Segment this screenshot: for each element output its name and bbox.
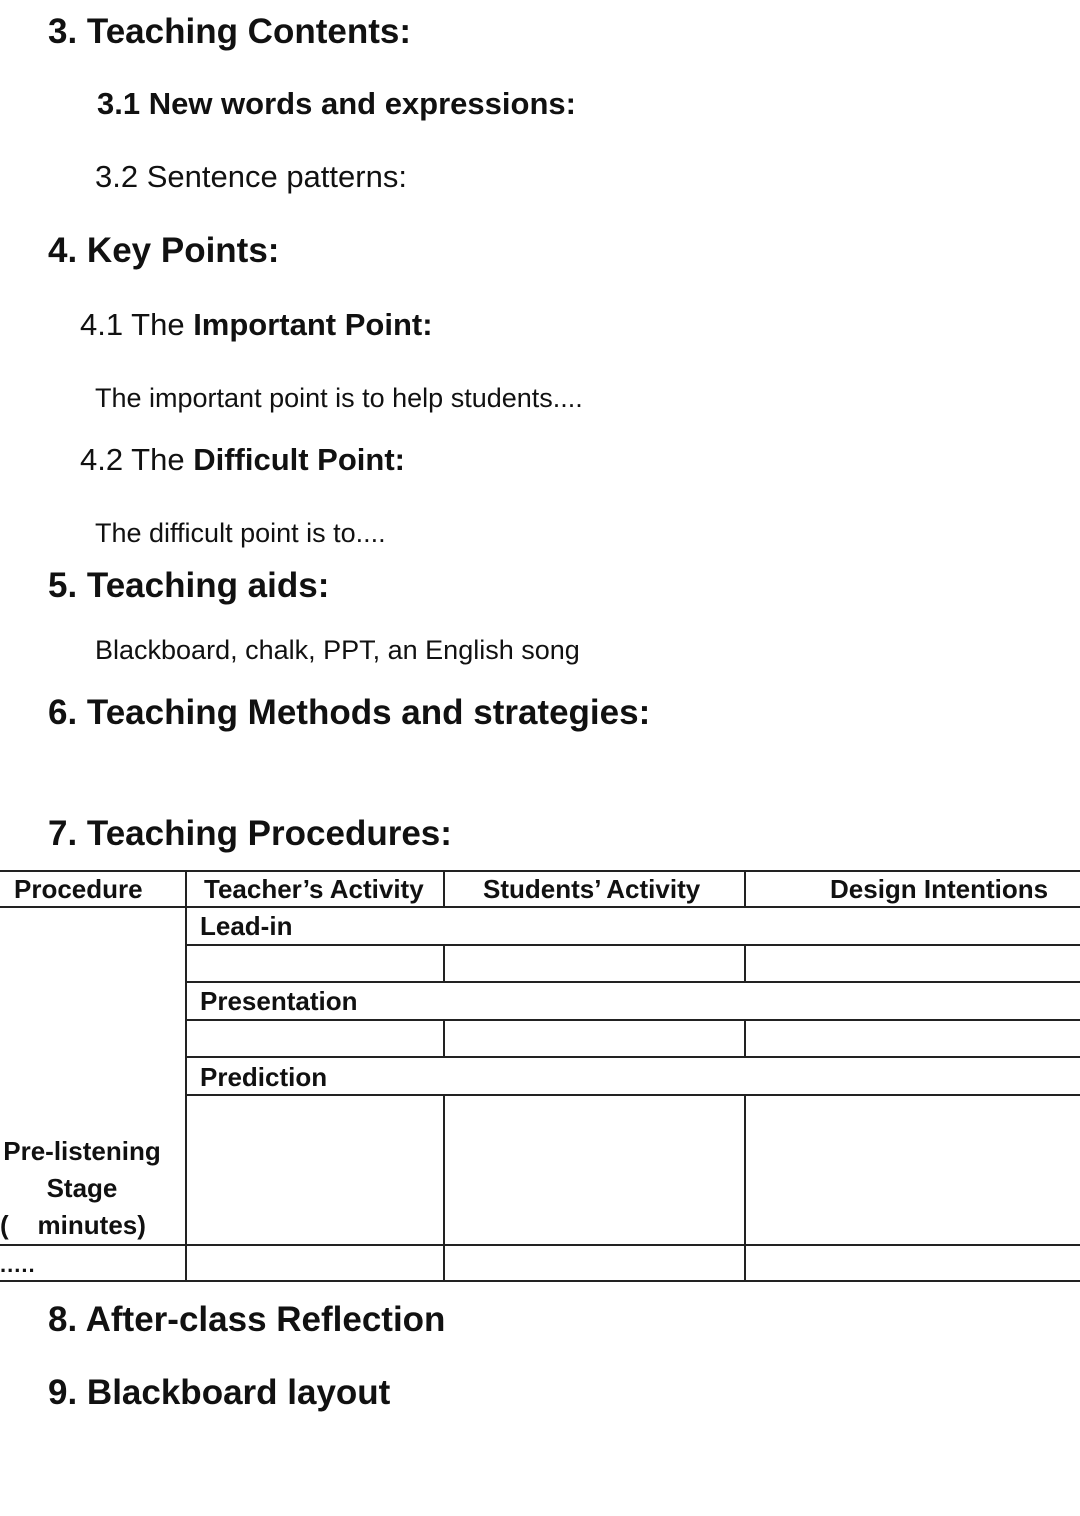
section-4-2-bold: Difficult Point: — [193, 442, 405, 477]
table-line — [186, 944, 1080, 946]
table-line — [443, 944, 445, 983]
table-line — [185, 870, 187, 1282]
section-4-2-title — [80, 442, 405, 478]
section-4-title: 4. Key Points: — [48, 231, 280, 270]
table-line — [744, 870, 746, 908]
table-line — [186, 1056, 1080, 1058]
section-4-1-bold: Important Point: — [193, 307, 433, 342]
stage-line-2: Stage — [46, 1173, 118, 1203]
table-line — [443, 1019, 445, 1058]
row-presentation: Presentation — [200, 986, 358, 1016]
table-line — [0, 870, 1080, 872]
table-line — [744, 944, 746, 983]
table-line — [0, 906, 1080, 908]
section-3-title: 3. Teaching Contents: — [48, 12, 411, 51]
header-teacher-activity: Teacher’s Activity — [204, 874, 424, 904]
section-3-2-title: 3.2 Sentence patterns: — [95, 159, 407, 194]
header-procedure: Procedure — [14, 874, 143, 904]
table-line — [443, 870, 445, 908]
table-line — [186, 1019, 1080, 1021]
section-9-title: 9. Blackboard layout — [48, 1373, 391, 1412]
table-line — [744, 1094, 746, 1282]
section-5-text: Blackboard, chalk, PPT, an English song — [95, 635, 580, 665]
table-ellipsis: ..... — [0, 1252, 36, 1277]
section-4-2-text: The difficult point is to.... — [95, 518, 386, 548]
table-line — [443, 1094, 445, 1282]
stage-line-1: Pre-listening — [3, 1136, 161, 1166]
section-4-2-prefix: 4.2 The — [80, 442, 194, 477]
section-4-1-title — [80, 307, 433, 343]
header-students-activity: Students’ Activity — [483, 874, 701, 904]
section-3-1-title: 3.1 New words and expressions: — [97, 86, 576, 121]
row-prediction: Prediction — [200, 1062, 328, 1092]
section-7-title: 7. Teaching Procedures: — [48, 814, 452, 853]
table-line — [186, 1094, 1080, 1096]
stage-line-3: ( minutes) — [0, 1210, 146, 1240]
header-design-intentions: Design Intentions — [830, 874, 1049, 904]
table-line — [186, 981, 1080, 983]
section-4-1-text: The important point is to help students.... — [95, 383, 583, 413]
section-8-title: 8. After-class Reflection — [48, 1300, 446, 1339]
section-6-title: 6. Teaching Methods and strategies: — [48, 693, 651, 732]
stage-label — [0, 1133, 164, 1244]
table-line — [744, 1019, 746, 1058]
section-5-title: 5. Teaching aids: — [48, 566, 330, 605]
table-line — [0, 1244, 1080, 1246]
section-4-1-prefix: 4.1 The — [80, 307, 194, 342]
row-lead-in: Lead-in — [200, 911, 293, 941]
table-line — [0, 1280, 1080, 1282]
